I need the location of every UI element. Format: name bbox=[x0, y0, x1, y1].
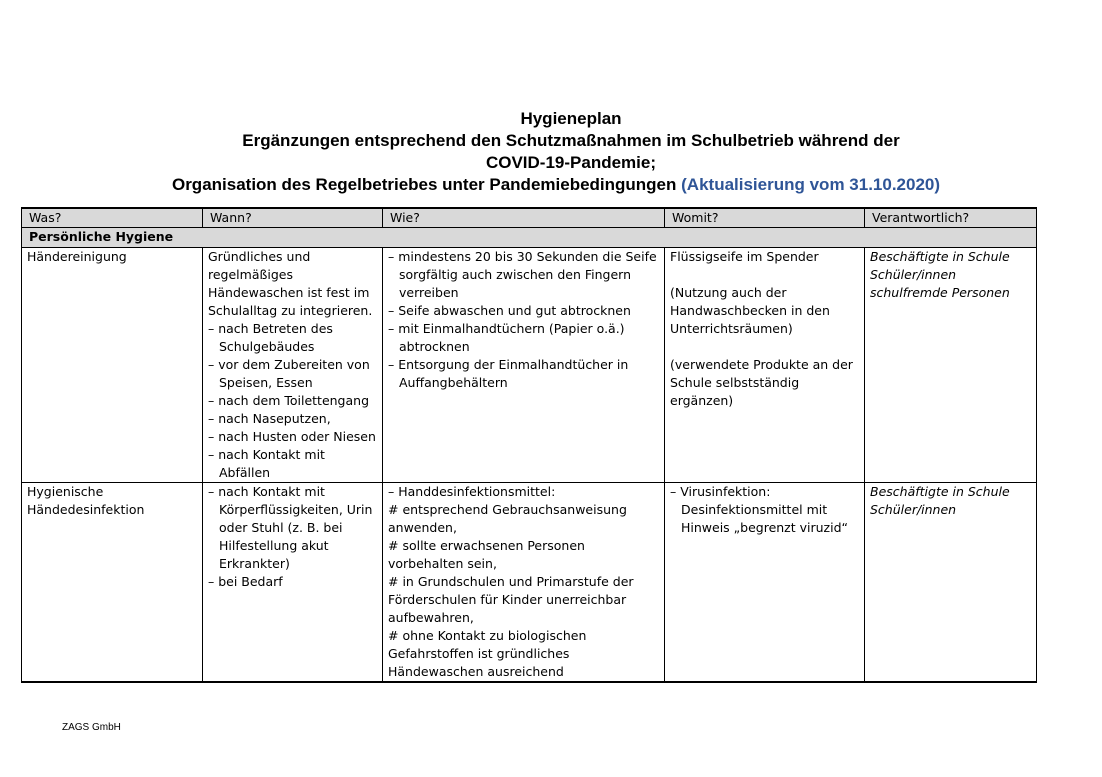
list-item: – nach dem Toilettengang bbox=[208, 393, 370, 408]
list-item: # in Grundschulen und Primarstufe der Förderschulen für Kinder unerreichbar aufbewahren, bbox=[388, 574, 634, 625]
cell-verantwortlich bbox=[865, 483, 1037, 683]
cell-text: – Handdesinfektionsmittel: bbox=[388, 484, 556, 499]
spacer bbox=[670, 338, 859, 356]
hygiene-plan-table bbox=[21, 207, 1037, 683]
cell-text: Flüssigseife im Spender bbox=[670, 249, 819, 264]
document-subtitle-line-2: COVID-19-Pandemie; bbox=[485, 153, 657, 172]
document-subtitle-line-3 bbox=[0, 174, 1102, 196]
cell-text: Gründliches und regelmäßiges Händewaschen ist fest im Schulalltag zu integrieren. bbox=[208, 249, 373, 318]
cell-wann bbox=[203, 248, 383, 483]
row-label-haendedesinfektion: Hygienische Händedesinfektion bbox=[22, 483, 203, 683]
list-item: – mindestens 20 bis 30 Sekunden die Seife sorgfältig auch zwischen den Fingern verreiben bbox=[388, 249, 657, 300]
document-title: Hygieneplan bbox=[520, 109, 622, 128]
list-item: – nach Kontakt mit Körperflüssigkeiten, Urin oder Stuhl (z. B. bei Hilfestellung akut Erkrankter) bbox=[208, 484, 373, 571]
list-item: – nach Kontakt mit Abfällen bbox=[208, 447, 325, 480]
row-label-haendereinigung: Händereinigung bbox=[22, 248, 203, 483]
responsible-party: Beschäftigte in Schule bbox=[870, 484, 1010, 499]
list-item: – bei Bedarf bbox=[208, 574, 283, 589]
list-item: # sollte erwachsenen Personen vorbehalten sein, bbox=[388, 538, 585, 571]
table-row bbox=[22, 483, 1037, 683]
cell-wie bbox=[383, 483, 665, 683]
spacer bbox=[670, 266, 859, 284]
update-date-note: (Aktualisierung vom 31.10.2020) bbox=[681, 175, 941, 194]
cell-verantwortlich bbox=[865, 248, 1037, 483]
column-header-wie: Wie? bbox=[383, 208, 665, 228]
responsible-party: schulfremde Personen bbox=[870, 285, 1010, 300]
cell-womit bbox=[665, 248, 865, 483]
cell-text: – Virusinfektion: Desinfektionsmittel mit Hinweis „begrenzt viruzid“ bbox=[670, 484, 848, 535]
responsible-party: Schüler/innen bbox=[870, 502, 957, 517]
cell-womit bbox=[665, 483, 865, 683]
list-item: – Seife abwaschen und gut abtrocknen bbox=[388, 303, 631, 318]
responsible-party: Beschäftigte in Schule bbox=[870, 249, 1010, 264]
cell-wann bbox=[203, 483, 383, 683]
cell-text: (verwendete Produkte an der Schule selbstständig ergänzen) bbox=[670, 357, 853, 408]
cell-text: (Nutzung auch der Handwaschbecken in den Unterrichtsräumen) bbox=[670, 285, 830, 336]
section-row bbox=[22, 228, 1037, 248]
document-header bbox=[0, 108, 1102, 196]
list-item: – nach Betreten des Schulgebäudes bbox=[208, 321, 333, 354]
list-item: – nach Husten oder Niesen bbox=[208, 429, 376, 444]
footer-company: ZAGS GmbH bbox=[62, 722, 121, 733]
document-subtitle-line-1: Ergänzungen entsprechend den Schutzmaßnahmen im Schulbetrieb während der bbox=[242, 131, 900, 150]
column-header-wann: Wann? bbox=[203, 208, 383, 228]
list-item: – mit Einmalhandtüchern (Papier o.ä.) abtrocknen bbox=[388, 321, 625, 354]
list-item: – vor dem Zubereiten von Speisen, Essen bbox=[208, 357, 370, 390]
list-item: – nach Naseputzen, bbox=[208, 411, 331, 426]
cell-wie bbox=[383, 248, 665, 483]
subtitle-main-text: Organisation des Regelbetriebes unter Pandemiebedingungen bbox=[171, 175, 677, 194]
column-header-womit: Womit? bbox=[665, 208, 865, 228]
list-item: # ohne Kontakt zu biologischen Gefahrstoffen ist gründliches Händewaschen ausreichend bbox=[388, 628, 587, 679]
list-item: # entsprechend Gebrauchsanweisung anwenden, bbox=[388, 502, 627, 535]
table-row bbox=[22, 248, 1037, 483]
table-header-row bbox=[22, 208, 1037, 228]
column-header-verantwortlich: Verantwortlich? bbox=[865, 208, 1037, 228]
list-item: – Entsorgung der Einmalhandtücher in Auffangbehältern bbox=[388, 357, 629, 390]
section-title: Persönliche Hygiene bbox=[22, 228, 1037, 248]
column-header-was: Was? bbox=[22, 208, 203, 228]
responsible-party: Schüler/innen bbox=[870, 267, 957, 282]
